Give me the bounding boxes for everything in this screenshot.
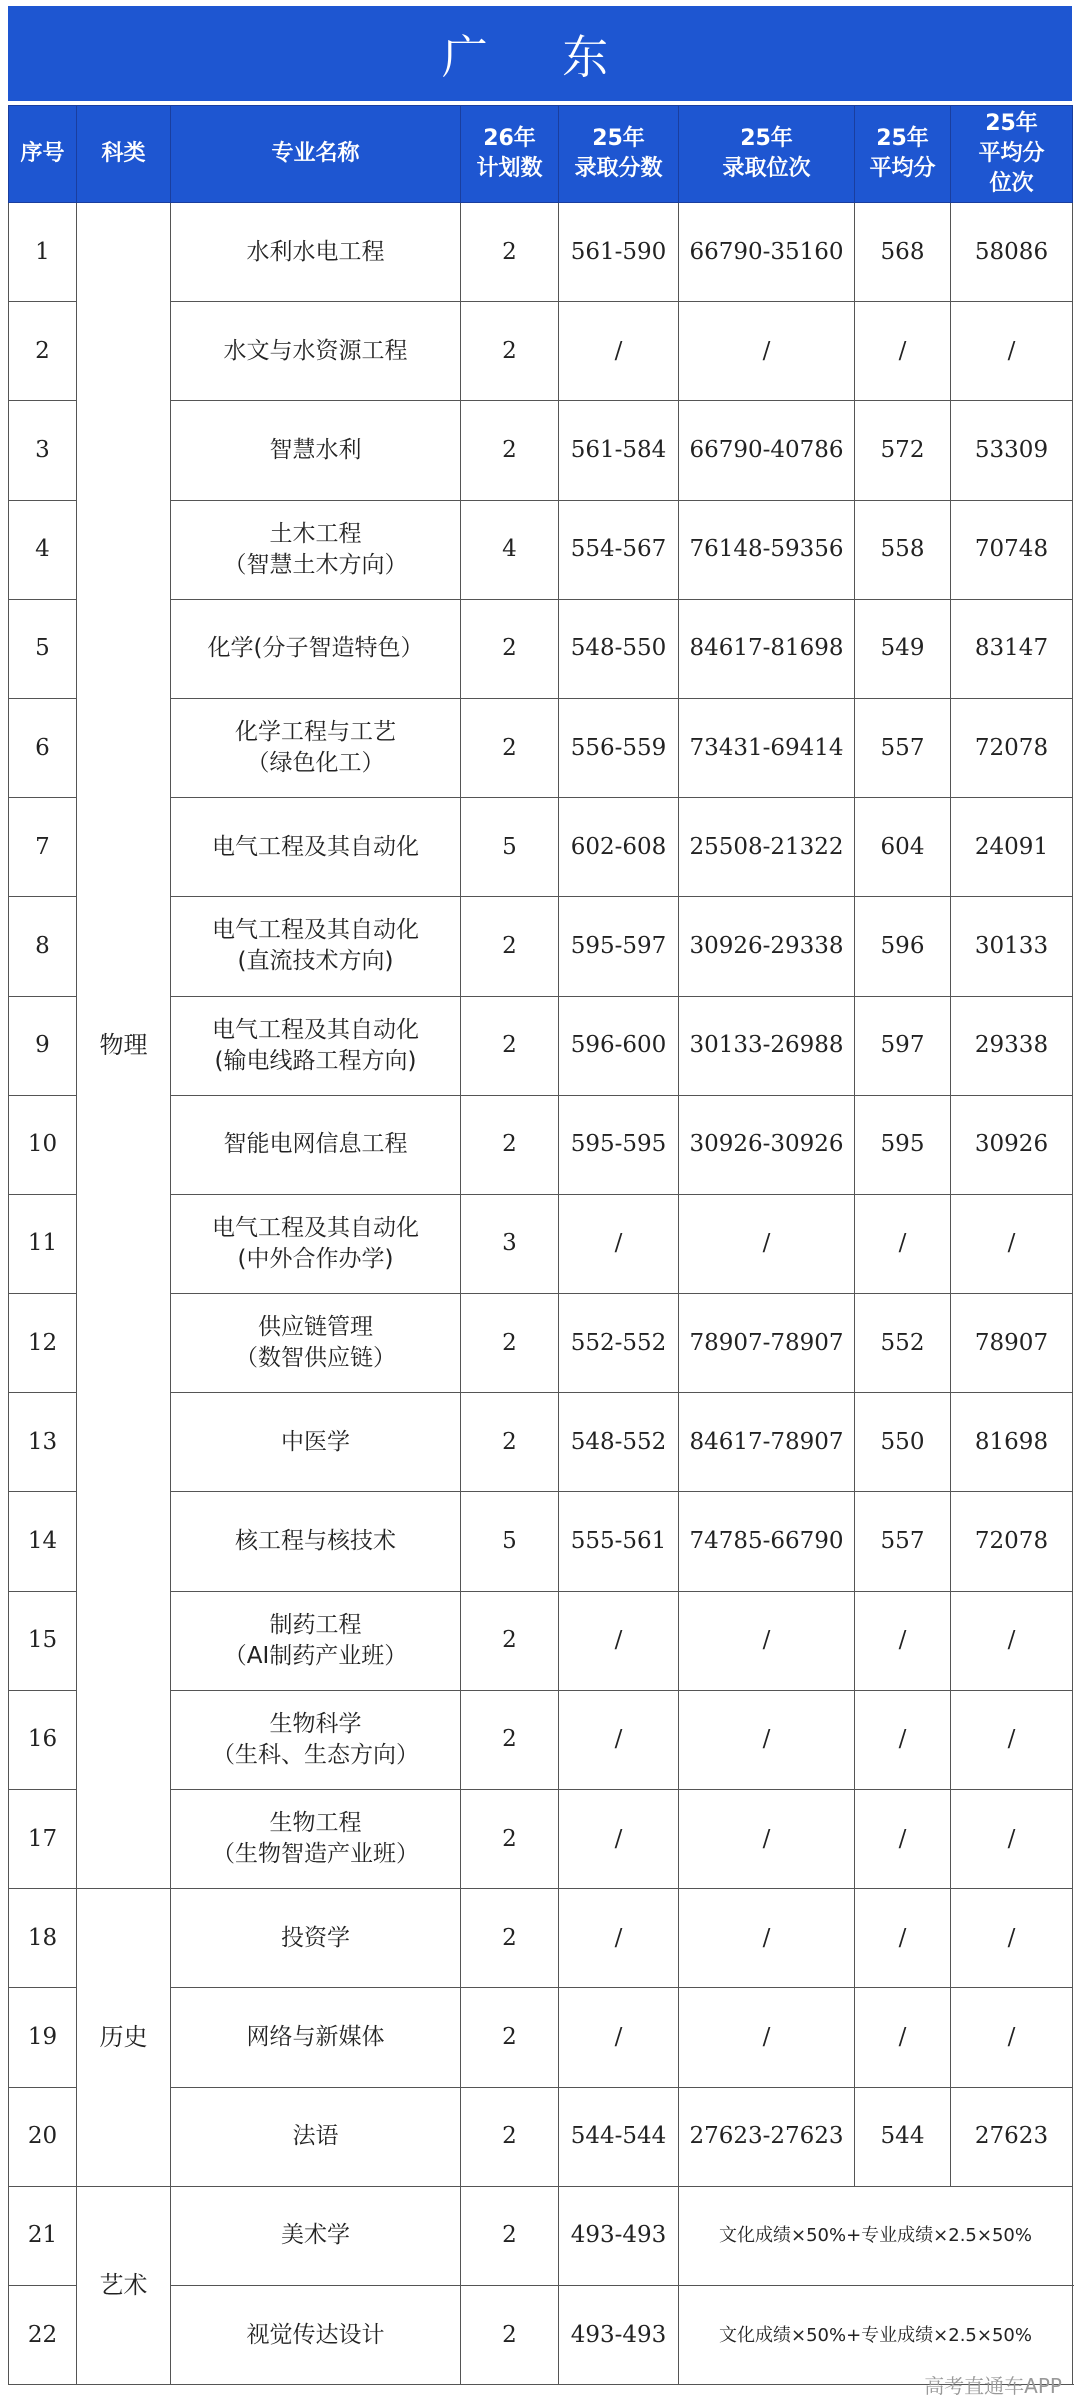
plan-count: 2 xyxy=(461,996,559,1095)
avg-rank: / xyxy=(951,1194,1073,1293)
score-range: 595-595 xyxy=(559,1095,679,1194)
avg-rank: / xyxy=(951,1790,1073,1889)
rank-range: 78907-78907 xyxy=(679,1294,855,1393)
rank-range: / xyxy=(679,1790,855,1889)
plan-count: 5 xyxy=(461,1492,559,1591)
rank-range: / xyxy=(679,1591,855,1690)
rank-range: 84617-81698 xyxy=(679,599,855,698)
avg-rank: 81698 xyxy=(951,1393,1073,1492)
header-avgrank-l1: 25年 xyxy=(985,111,1038,136)
major-name-line: 电气工程及其自动化 xyxy=(212,833,419,860)
rank-range: 74785-66790 xyxy=(679,1492,855,1591)
rank-range: / xyxy=(679,1889,855,1988)
row-seq: 16 xyxy=(9,1690,77,1789)
major-name xyxy=(171,1591,461,1690)
score-formula: 文化成绩×50%+专业成绩×2.5×50% xyxy=(679,2285,1073,2384)
table-row xyxy=(9,2186,1073,2285)
rank-range: / xyxy=(679,1690,855,1789)
major-name-line: 视觉传达设计 xyxy=(246,2321,385,2348)
row-seq: 20 xyxy=(9,2087,77,2186)
avg-rank: 78907 xyxy=(951,1294,1073,1393)
row-seq: 14 xyxy=(9,1492,77,1591)
major-name-line: 美术学 xyxy=(281,2222,350,2249)
row-seq: 22 xyxy=(9,2285,77,2384)
plan-count: 2 xyxy=(461,302,559,401)
major-name-line: （生科、生态方向） xyxy=(212,1741,419,1768)
major-name-line: (中外合作办学) xyxy=(237,1245,394,1272)
major-name-line: （绿色化工） xyxy=(246,750,385,777)
avg-rank: 83147 xyxy=(951,599,1073,698)
major-name-line: 电气工程及其自动化 xyxy=(212,1016,419,1043)
major-name xyxy=(171,1690,461,1789)
rank-range: 84617-78907 xyxy=(679,1393,855,1492)
row-seq: 9 xyxy=(9,996,77,1095)
plan-count: 2 xyxy=(461,401,559,500)
header-score xyxy=(559,106,679,203)
plan-count: 2 xyxy=(461,203,559,302)
major-name xyxy=(171,500,461,599)
rank-range: 25508-21322 xyxy=(679,798,855,897)
header-row xyxy=(9,106,1073,203)
avg-rank: 30133 xyxy=(951,897,1073,996)
score-range: 556-559 xyxy=(559,698,679,797)
header-avgrank-l3: 位次 xyxy=(989,171,1034,196)
score-range: / xyxy=(559,1591,679,1690)
plan-count: 2 xyxy=(461,1393,559,1492)
avg-score: / xyxy=(855,1790,951,1889)
major-name-line: 投资学 xyxy=(281,1924,350,1951)
row-seq: 13 xyxy=(9,1393,77,1492)
avg-rank: / xyxy=(951,1889,1073,1988)
score-range: 561-584 xyxy=(559,401,679,500)
avg-score: / xyxy=(855,1591,951,1690)
score-range: / xyxy=(559,1790,679,1889)
avg-rank: 24091 xyxy=(951,798,1073,897)
row-seq: 1 xyxy=(9,203,77,302)
avg-rank: 30926 xyxy=(951,1095,1073,1194)
watermark: 高考直通车APP xyxy=(924,2374,1062,2398)
header-avg-l1: 25年 xyxy=(876,126,929,151)
avg-rank: 27623 xyxy=(951,2087,1073,2186)
header-rank-l2: 录取位次 xyxy=(722,156,811,181)
plan-count: 2 xyxy=(461,897,559,996)
major-name-line: 化学(分子智造特色） xyxy=(207,635,424,662)
avg-score: 549 xyxy=(855,599,951,698)
row-seq: 10 xyxy=(9,1095,77,1194)
category-cell: 艺术 xyxy=(77,2186,171,2384)
row-seq: 5 xyxy=(9,599,77,698)
plan-count: 2 xyxy=(461,1790,559,1889)
score-range: 548-550 xyxy=(559,599,679,698)
score-range: 596-600 xyxy=(559,996,679,1095)
header-major: 专业名称 xyxy=(171,106,461,203)
major-name-line: 生物工程 xyxy=(269,1810,362,1837)
rank-range: / xyxy=(679,1194,855,1293)
score-range: 555-561 xyxy=(559,1492,679,1591)
avg-score: 552 xyxy=(855,1294,951,1393)
admission-table xyxy=(8,105,1073,2385)
row-seq: 2 xyxy=(9,302,77,401)
row-seq: 7 xyxy=(9,798,77,897)
avg-score: 557 xyxy=(855,698,951,797)
avg-rank: 29338 xyxy=(951,996,1073,1095)
row-seq: 17 xyxy=(9,1790,77,1889)
major-name-line: 水文与水资源工程 xyxy=(223,337,408,364)
plan-count: 2 xyxy=(461,698,559,797)
major-name-line: 化学工程与工艺 xyxy=(235,719,396,746)
header-plan-l2: 计划数 xyxy=(476,156,543,181)
major-name-line: (输电线路工程方向) xyxy=(214,1047,417,1074)
rank-range: 66790-40786 xyxy=(679,401,855,500)
score-range: 554-567 xyxy=(559,500,679,599)
plan-count: 2 xyxy=(461,1591,559,1690)
table-row xyxy=(9,203,1073,302)
avg-rank: 70748 xyxy=(951,500,1073,599)
major-name xyxy=(171,1294,461,1393)
rank-range: / xyxy=(679,1988,855,2087)
score-range: 544-544 xyxy=(559,2087,679,2186)
avg-score: 557 xyxy=(855,1492,951,1591)
plan-count: 4 xyxy=(461,500,559,599)
header-rank xyxy=(679,106,855,203)
major-name-line: 供应链管理 xyxy=(258,1314,373,1341)
score-range: 602-608 xyxy=(559,798,679,897)
score-range: / xyxy=(559,302,679,401)
plan-count: 2 xyxy=(461,1690,559,1789)
row-seq: 8 xyxy=(9,897,77,996)
major-name xyxy=(171,798,461,897)
major-name xyxy=(171,1790,461,1889)
header-plan xyxy=(461,106,559,203)
header-avg xyxy=(855,106,951,203)
row-seq: 11 xyxy=(9,1194,77,1293)
avg-score: / xyxy=(855,1194,951,1293)
plan-count: 2 xyxy=(461,1889,559,1988)
header-avg-rank xyxy=(951,106,1073,203)
major-name xyxy=(171,2285,461,2384)
major-name-line: 法语 xyxy=(292,2123,339,2150)
header-plan-l1: 26年 xyxy=(483,126,536,151)
avg-rank: 53309 xyxy=(951,401,1073,500)
avg-score: 558 xyxy=(855,500,951,599)
major-name-line: (直流技术方向) xyxy=(237,948,394,975)
score-range: 552-552 xyxy=(559,1294,679,1393)
major-name xyxy=(171,2087,461,2186)
avg-score: 595 xyxy=(855,1095,951,1194)
avg-score: / xyxy=(855,1690,951,1789)
row-seq: 6 xyxy=(9,698,77,797)
table-title: 广 东 xyxy=(8,6,1072,101)
major-name xyxy=(171,1889,461,1988)
row-seq: 3 xyxy=(9,401,77,500)
major-name-line: 智能电网信息工程 xyxy=(223,1131,408,1158)
rank-range: 66790-35160 xyxy=(679,203,855,302)
major-name xyxy=(171,2186,461,2285)
score-range: 493-493 xyxy=(559,2285,679,2384)
table-row xyxy=(9,1889,1073,1988)
plan-count: 2 xyxy=(461,2087,559,2186)
rank-range: 30133-26988 xyxy=(679,996,855,1095)
header-avgrank-l2: 平均分 xyxy=(978,141,1045,166)
avg-rank: / xyxy=(951,1591,1073,1690)
plan-count: 2 xyxy=(461,599,559,698)
major-name-line: 电气工程及其自动化 xyxy=(212,917,419,944)
score-formula: 文化成绩×50%+专业成绩×2.5×50% xyxy=(679,2186,1073,2285)
rank-range: 73431-69414 xyxy=(679,698,855,797)
major-name-line: （生物智造产业班） xyxy=(212,1841,419,1868)
avg-score: 572 xyxy=(855,401,951,500)
rank-range: 30926-30926 xyxy=(679,1095,855,1194)
row-seq: 4 xyxy=(9,500,77,599)
plan-count: 5 xyxy=(461,798,559,897)
major-name-line: 智慧水利 xyxy=(269,436,362,463)
major-name-line: 中医学 xyxy=(281,1428,350,1455)
major-name-line: 制药工程 xyxy=(269,1611,362,1638)
category-cell: 历史 xyxy=(77,1889,171,2187)
avg-rank: / xyxy=(951,1988,1073,2087)
plan-count: 2 xyxy=(461,1095,559,1194)
avg-score: 604 xyxy=(855,798,951,897)
row-seq: 18 xyxy=(9,1889,77,1988)
plan-count: 2 xyxy=(461,1988,559,2087)
score-range: / xyxy=(559,1690,679,1789)
plan-count: 2 xyxy=(461,2285,559,2384)
plan-count: 2 xyxy=(461,1294,559,1393)
row-seq: 12 xyxy=(9,1294,77,1393)
avg-rank: / xyxy=(951,1690,1073,1789)
major-name xyxy=(171,401,461,500)
rank-range: 30926-29338 xyxy=(679,897,855,996)
score-range: / xyxy=(559,1194,679,1293)
major-name-line: 生物科学 xyxy=(269,1710,362,1737)
rank-range: 27623-27623 xyxy=(679,2087,855,2186)
score-range: / xyxy=(559,1889,679,1988)
avg-rank: / xyxy=(951,302,1073,401)
major-name-line: 电气工程及其自动化 xyxy=(212,1214,419,1241)
header-category: 科类 xyxy=(77,106,171,203)
score-range: 548-552 xyxy=(559,1393,679,1492)
rank-range: 76148-59356 xyxy=(679,500,855,599)
avg-score: 596 xyxy=(855,897,951,996)
avg-rank: 58086 xyxy=(951,203,1073,302)
major-name-line: 核工程与核技术 xyxy=(235,1528,396,1555)
major-name-line: 土木工程 xyxy=(269,520,362,547)
rank-range: / xyxy=(679,302,855,401)
header-score-l2: 录取分数 xyxy=(574,156,663,181)
row-seq: 21 xyxy=(9,2186,77,2285)
major-name xyxy=(171,1095,461,1194)
row-seq: 19 xyxy=(9,1988,77,2087)
major-name xyxy=(171,698,461,797)
major-name xyxy=(171,897,461,996)
row-seq: 15 xyxy=(9,1591,77,1690)
major-name-line: （智慧土木方向） xyxy=(223,551,408,578)
plan-count: 3 xyxy=(461,1194,559,1293)
header-rank-l1: 25年 xyxy=(740,126,793,151)
avg-score: 568 xyxy=(855,203,951,302)
avg-score: / xyxy=(855,1889,951,1988)
major-name xyxy=(171,996,461,1095)
major-name xyxy=(171,302,461,401)
avg-score: 544 xyxy=(855,2087,951,2186)
major-name-line: （AI制药产业班） xyxy=(223,1642,408,1669)
major-name xyxy=(171,1194,461,1293)
plan-count: 2 xyxy=(461,2186,559,2285)
major-name-line: 水利水电工程 xyxy=(246,238,385,265)
score-range: 595-597 xyxy=(559,897,679,996)
avg-score: / xyxy=(855,1988,951,2087)
table-container xyxy=(8,6,1072,2385)
major-name xyxy=(171,599,461,698)
major-name xyxy=(171,1393,461,1492)
score-range: 561-590 xyxy=(559,203,679,302)
major-name xyxy=(171,203,461,302)
header-avg-l2: 平均分 xyxy=(869,156,936,181)
header-score-l1: 25年 xyxy=(592,126,645,151)
major-name-line: （数智供应链） xyxy=(235,1345,396,1372)
major-name-line: 网络与新媒体 xyxy=(246,2023,385,2050)
major-name xyxy=(171,1988,461,2087)
avg-score: / xyxy=(855,302,951,401)
avg-score: 550 xyxy=(855,1393,951,1492)
score-range: 493-493 xyxy=(559,2186,679,2285)
avg-rank: 72078 xyxy=(951,698,1073,797)
avg-score: 597 xyxy=(855,996,951,1095)
avg-rank: 72078 xyxy=(951,1492,1073,1591)
category-cell: 物理 xyxy=(77,203,171,1889)
score-range: / xyxy=(559,1988,679,2087)
major-name xyxy=(171,1492,461,1591)
header-seq: 序号 xyxy=(9,106,77,203)
